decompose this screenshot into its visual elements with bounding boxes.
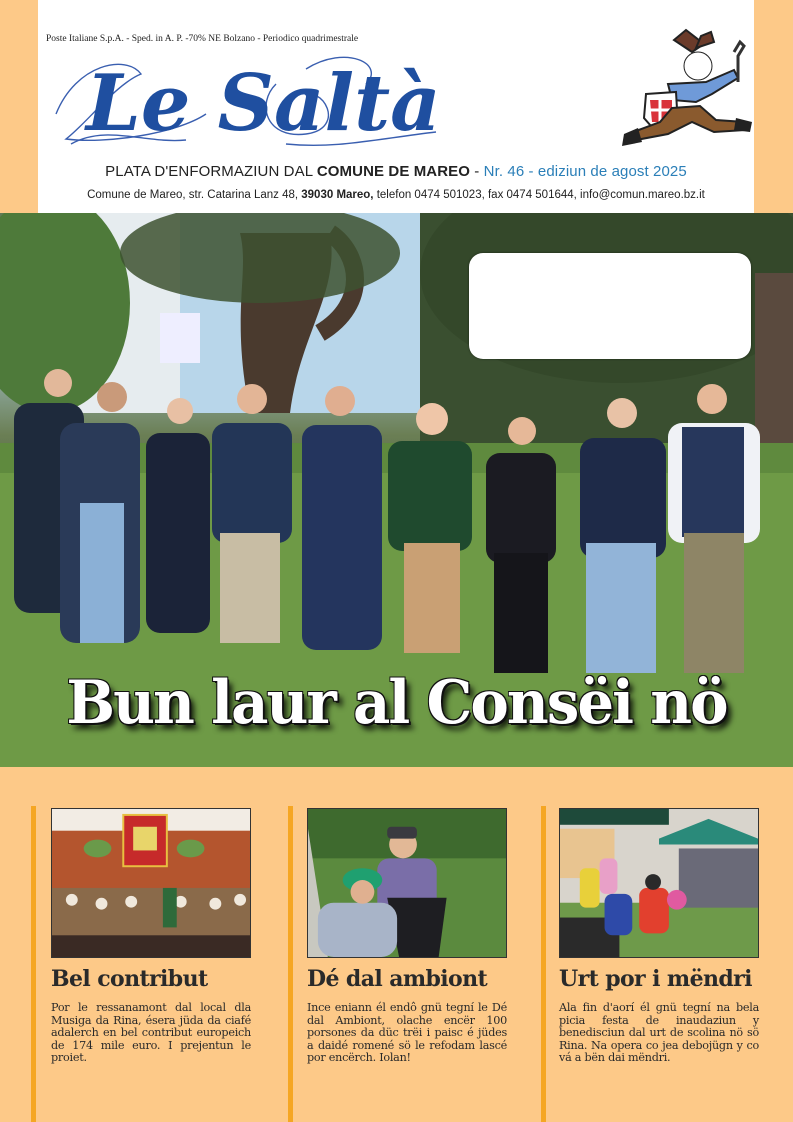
masthead-logo-icon (46, 44, 606, 156)
article-body: Por le ressanamont dal local dla Musiga da Rina, ésera jüda da ciafé adalerch en bel contribut europeich de 174 mile euro. I prejentun le proiet. (51, 1001, 251, 1065)
masthead-header (38, 0, 754, 213)
accent-bar (288, 806, 293, 1122)
newsletter-subtitle (38, 163, 754, 180)
address-postcode: 39030 Mareo, (301, 189, 374, 201)
running-man-mascot-icon (616, 22, 756, 156)
blank-label-box (469, 253, 751, 359)
article-photo-litter-collection (307, 808, 507, 958)
article-photo-kindergarten-garden (559, 808, 759, 958)
svg-text:Le Saltà: Le Saltà (86, 58, 441, 149)
hero-headline: Bun laur al Consëi nö (66, 668, 727, 738)
contact-address (38, 189, 754, 201)
article-body: Ala fin d'aorí él gnü tegní na bela picia festa de inaudaziun y benedisciun dal urt de scolina nö sö Rina. Na opera co jea debojügn y co vá a bën dai mëndri. (559, 1001, 759, 1065)
postal-notice: Poste Italiane S.p.A. - Sped. in A. P. -70% NE Bolzano - Periodico quadrimestrale (46, 34, 359, 44)
article-title: Dé dal ambiont (307, 966, 488, 992)
article-title: Urt por i mëndri (559, 966, 752, 992)
article-photo-music-band (51, 808, 251, 958)
accent-bar (541, 806, 546, 1122)
masthead-logo (46, 44, 606, 156)
hero-photo (0, 213, 793, 767)
address-street: Comune de Mareo, str. Catarina Lanz 48, (87, 189, 302, 201)
subtitle-prefix: PLATA D'ENFORMAZIUN DAL (105, 163, 317, 180)
issue-number: Nr. 46 - ediziun de agost 2025 (483, 163, 687, 180)
municipality-name: COMUNE DE MAREO (316, 163, 471, 180)
article-title: Bel contribut (51, 966, 208, 992)
address-contacts: telefon 0474 501023, fax 0474 501644, info@comun.mareo.bz.it (373, 189, 705, 201)
subtitle-separator: - (470, 163, 484, 180)
article-body: Ince eniann él endô gnü tegní le Dé dal Ambiont, olache encër 100 porsones da düc trëi i paisc é jüdes a daidé romené sö le refodam lascé por encërch. Iolan! (307, 1001, 507, 1065)
accent-bar (31, 806, 36, 1122)
